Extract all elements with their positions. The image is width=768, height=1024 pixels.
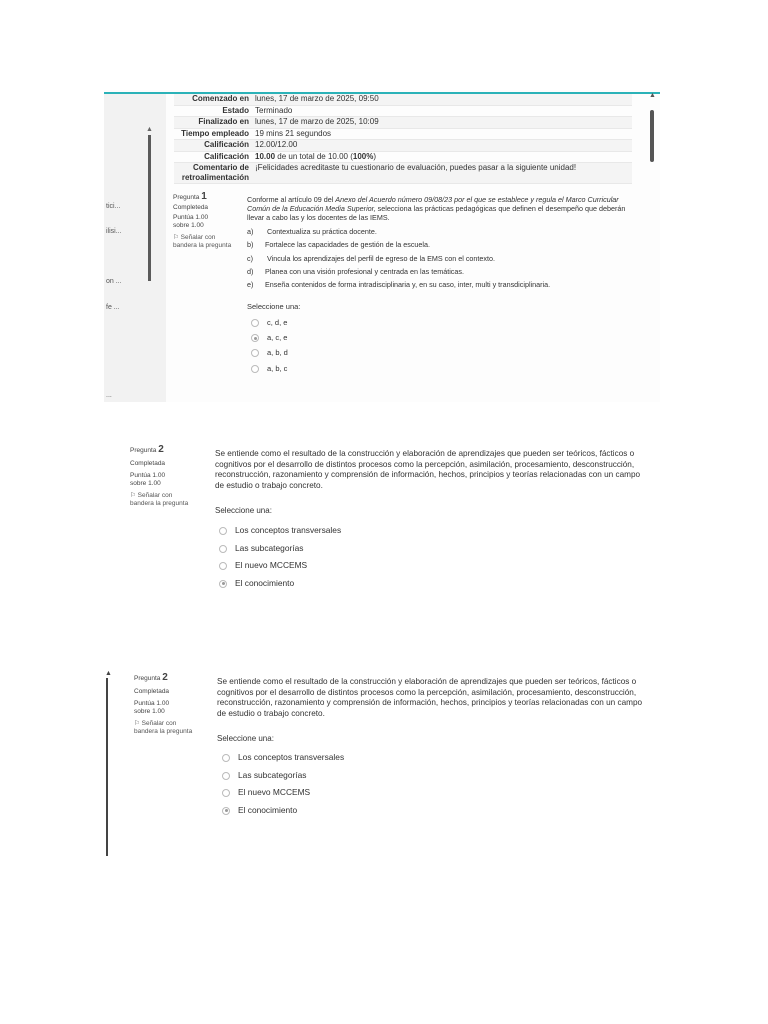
statement-item	[247, 267, 464, 276]
question-text: Se entiende como el resultado de la construcción y elaboración de aprendizajes que pueden ser teóricos, fácticos o cognitivos por el desarrollo de distintos procesos como la percepción, asimilación, procesamiento, desconstrucción, reconstrucción, razonamiento y comprensión de información, hechos, principios y teorías relacionadas con un campo de estudio o trabajo concreto.	[217, 677, 643, 718]
answer-option[interactable]	[222, 770, 306, 780]
question-text: Se entiende como el resultado de la construcción y elaboración de aprendizajes que pueden ser teóricos, fácticos o cognitivos por el desarrollo de distintos procesos como la percepción, asimilación, procesamiento, desconstrucción, reconstrucción, razonamiento y comprensión de información, hechos, principios y teorías relacionadas con un campo de estudio o trabajo concreto.	[215, 449, 641, 490]
statement-letter: d)	[247, 267, 254, 276]
question-score	[173, 214, 233, 230]
radio-button[interactable]	[251, 349, 259, 357]
flag-icon: ⚐	[130, 492, 136, 499]
sidebar-link-cut[interactable]: ilisi...	[106, 228, 122, 235]
summary-row	[174, 117, 632, 129]
answer-label: Las subcategorías	[235, 543, 304, 553]
answer-label: Las subcategorías	[238, 770, 307, 780]
flag-question-link[interactable]	[130, 492, 190, 508]
feedback-key-line2: retroalimentación	[181, 173, 249, 182]
answer-option[interactable]	[222, 752, 344, 762]
summary-value: lunes, 17 de marzo de 2025, 09:50	[252, 94, 632, 105]
question-info	[134, 674, 194, 736]
answer-label: c, d, e	[267, 318, 288, 327]
summary-row	[174, 105, 632, 117]
summary-key: Tiempo empleado	[174, 128, 252, 140]
statement-text: Contextualiza su práctica docente.	[267, 227, 377, 236]
statement-item	[247, 227, 377, 236]
statement-item	[247, 280, 550, 289]
summary-key: Comenzado en	[174, 94, 252, 105]
question-number	[134, 674, 194, 683]
answer-label: a, c, e	[267, 333, 288, 342]
question-text-part: Conforme al artículo 09 del	[247, 195, 336, 204]
question-status: Completada	[130, 460, 166, 467]
statement-text: Enseña contenidos de forma intradisciplinaria y, en su caso, inter, multi y transdiciplinaria.	[265, 280, 551, 289]
question-info	[130, 446, 190, 508]
question-status: Completada	[134, 688, 170, 695]
score-line: sobre 1.00	[173, 222, 204, 229]
grade-value	[252, 151, 632, 163]
answer-label: El conocimiento	[238, 805, 298, 815]
feedback-key-line1: Comentario de	[192, 163, 249, 172]
left-scrollbar[interactable]	[148, 135, 151, 281]
statement-text: Vincula los aprendizajes del perfil de egreso de la EMS con el contexto.	[267, 254, 496, 263]
statement-letter: b)	[247, 240, 254, 249]
answer-option[interactable]	[222, 805, 297, 815]
answer-label: El conocimiento	[235, 578, 295, 588]
sidebar-link-cut[interactable]: ...	[106, 392, 112, 399]
radio-button-selected[interactable]	[251, 334, 259, 342]
grade-total: de un total de 10.00 (	[275, 151, 353, 161]
scroll-up-arrow-icon[interactable]: ▲	[146, 126, 153, 133]
statement-text: Planea con una visión profesional y centrada en las temáticas.	[265, 267, 464, 276]
summary-value: 12.00/12.00	[252, 140, 632, 152]
radio-button[interactable]	[222, 772, 230, 780]
radio-button[interactable]	[219, 562, 227, 570]
radio-button-selected[interactable]	[219, 580, 227, 588]
question-number	[130, 446, 190, 455]
radio-button-selected[interactable]	[222, 807, 230, 815]
summary-key: Calificación	[174, 151, 252, 163]
radio-button[interactable]	[251, 365, 259, 373]
statement-text: Fortalece las capacidades de gestión de la escuela.	[265, 240, 431, 249]
grade-percent: 100%	[352, 151, 374, 161]
question-number-value: 2	[162, 672, 168, 683]
summary-key: Estado	[174, 105, 252, 117]
answer-option[interactable]	[251, 364, 287, 373]
left-panel	[104, 94, 166, 402]
answer-option[interactable]	[219, 543, 303, 553]
summary-value: 19 mins 21 segundos	[252, 128, 632, 140]
answer-option[interactable]	[219, 560, 307, 570]
answer-option[interactable]	[222, 787, 310, 797]
scroll-up-arrow-icon[interactable]: ▲	[105, 670, 112, 677]
sidebar-link-cut[interactable]: tici...	[106, 203, 121, 210]
score-line: Puntúa 1.00	[134, 700, 170, 707]
summary-row-grade	[174, 151, 632, 163]
answer-label: Los conceptos transversales	[235, 525, 342, 535]
attempt-summary-table	[174, 94, 632, 184]
grade-score: 10.00	[255, 151, 276, 161]
question-label: Pregunta	[130, 447, 157, 454]
answer-label: El nuevo MCCEMS	[238, 787, 311, 797]
statement-letter: e)	[247, 280, 254, 289]
radio-button[interactable]	[219, 527, 227, 535]
flag-label: Señalar con bandera la pregunta	[134, 720, 193, 735]
select-one-label: Seleccione una:	[215, 506, 272, 515]
feedback-value: ¡Felicidades acreditaste tu cuestionario de evaluación, puedes pasar a la siguiente unidad!	[252, 163, 632, 184]
question-label: Pregunta	[134, 675, 161, 682]
answer-option[interactable]	[251, 318, 287, 327]
grade-close: )	[373, 151, 377, 161]
quiz-review-screenshot-1	[104, 90, 660, 402]
answer-option[interactable]	[251, 333, 287, 342]
sidebar-link-cut[interactable]: fe ...	[106, 304, 120, 311]
question-score	[134, 700, 194, 716]
flag-question-link[interactable]	[173, 234, 233, 250]
answer-option[interactable]	[251, 348, 288, 357]
score-line: Puntúa 1.00	[130, 472, 166, 479]
flag-icon: ⚐	[173, 234, 179, 241]
select-one-label: Seleccione una:	[247, 302, 301, 311]
question-info	[173, 193, 233, 250]
summary-value: lunes, 17 de marzo de 2025, 10:09	[252, 117, 632, 129]
flag-question-link[interactable]	[134, 720, 194, 736]
answer-label: a, b, d	[267, 348, 288, 357]
quiz-review-screenshot-3	[104, 668, 649, 858]
question-label: Pregunta	[173, 194, 200, 201]
answer-label: El nuevo MCCEMS	[235, 560, 308, 570]
flag-icon: ⚐	[134, 720, 140, 727]
summary-row-feedback	[174, 163, 632, 184]
summary-row	[174, 94, 632, 105]
question-text-part: selecciona las prácticas pedagógicas que definen el desempeño que deberán llevar a cabo las y los docentes de las IEMS.	[247, 204, 626, 222]
summary-value: Terminado	[252, 105, 632, 117]
answer-option[interactable]	[219, 578, 294, 588]
radio-button[interactable]	[222, 754, 230, 762]
question-status: Completeda	[173, 204, 209, 211]
score-line: sobre 1.00	[134, 708, 165, 715]
summary-row	[174, 140, 632, 152]
statement-item	[247, 254, 495, 263]
question-number-value: 2	[158, 444, 164, 455]
scroll-up-arrow-icon[interactable]: ▲	[649, 92, 656, 99]
quiz-review-screenshot-2	[126, 440, 646, 615]
radio-button[interactable]	[222, 789, 230, 797]
question-number-value: 1	[201, 191, 207, 202]
question-number	[173, 193, 233, 202]
statement-letter: a)	[247, 227, 254, 236]
flag-label: Señalar con bandera la pregunta	[130, 492, 189, 507]
left-scrollbar[interactable]	[106, 678, 108, 856]
question-score	[130, 472, 190, 488]
statement-item	[247, 240, 430, 249]
answer-label: a, b, c	[267, 364, 288, 373]
radio-button[interactable]	[219, 545, 227, 553]
sidebar-link-cut[interactable]: on ...	[106, 278, 122, 285]
select-one-label: Seleccione una:	[217, 734, 274, 743]
flag-label: Señalar con bandera la pregunta	[173, 234, 232, 249]
page-scrollbar-thumb[interactable]	[650, 110, 654, 162]
summary-key: Finalizado en	[174, 117, 252, 129]
question-text-italic: Anexo del Acuerdo número 09/08/23 por el que se establece y regula el Marco Curricular Común de la Educación Media Superior,	[247, 195, 619, 213]
radio-button[interactable]	[251, 319, 259, 327]
feedback-key	[174, 163, 252, 184]
answer-option[interactable]	[219, 525, 341, 535]
score-line: sobre 1.00	[130, 480, 161, 487]
summary-row	[174, 128, 632, 140]
answer-label: Los conceptos transversales	[238, 752, 345, 762]
score-line: Puntúa 1.00	[173, 214, 209, 221]
question-text	[247, 195, 632, 222]
statement-letter: c)	[247, 254, 253, 263]
summary-key: Calificación	[174, 140, 252, 152]
